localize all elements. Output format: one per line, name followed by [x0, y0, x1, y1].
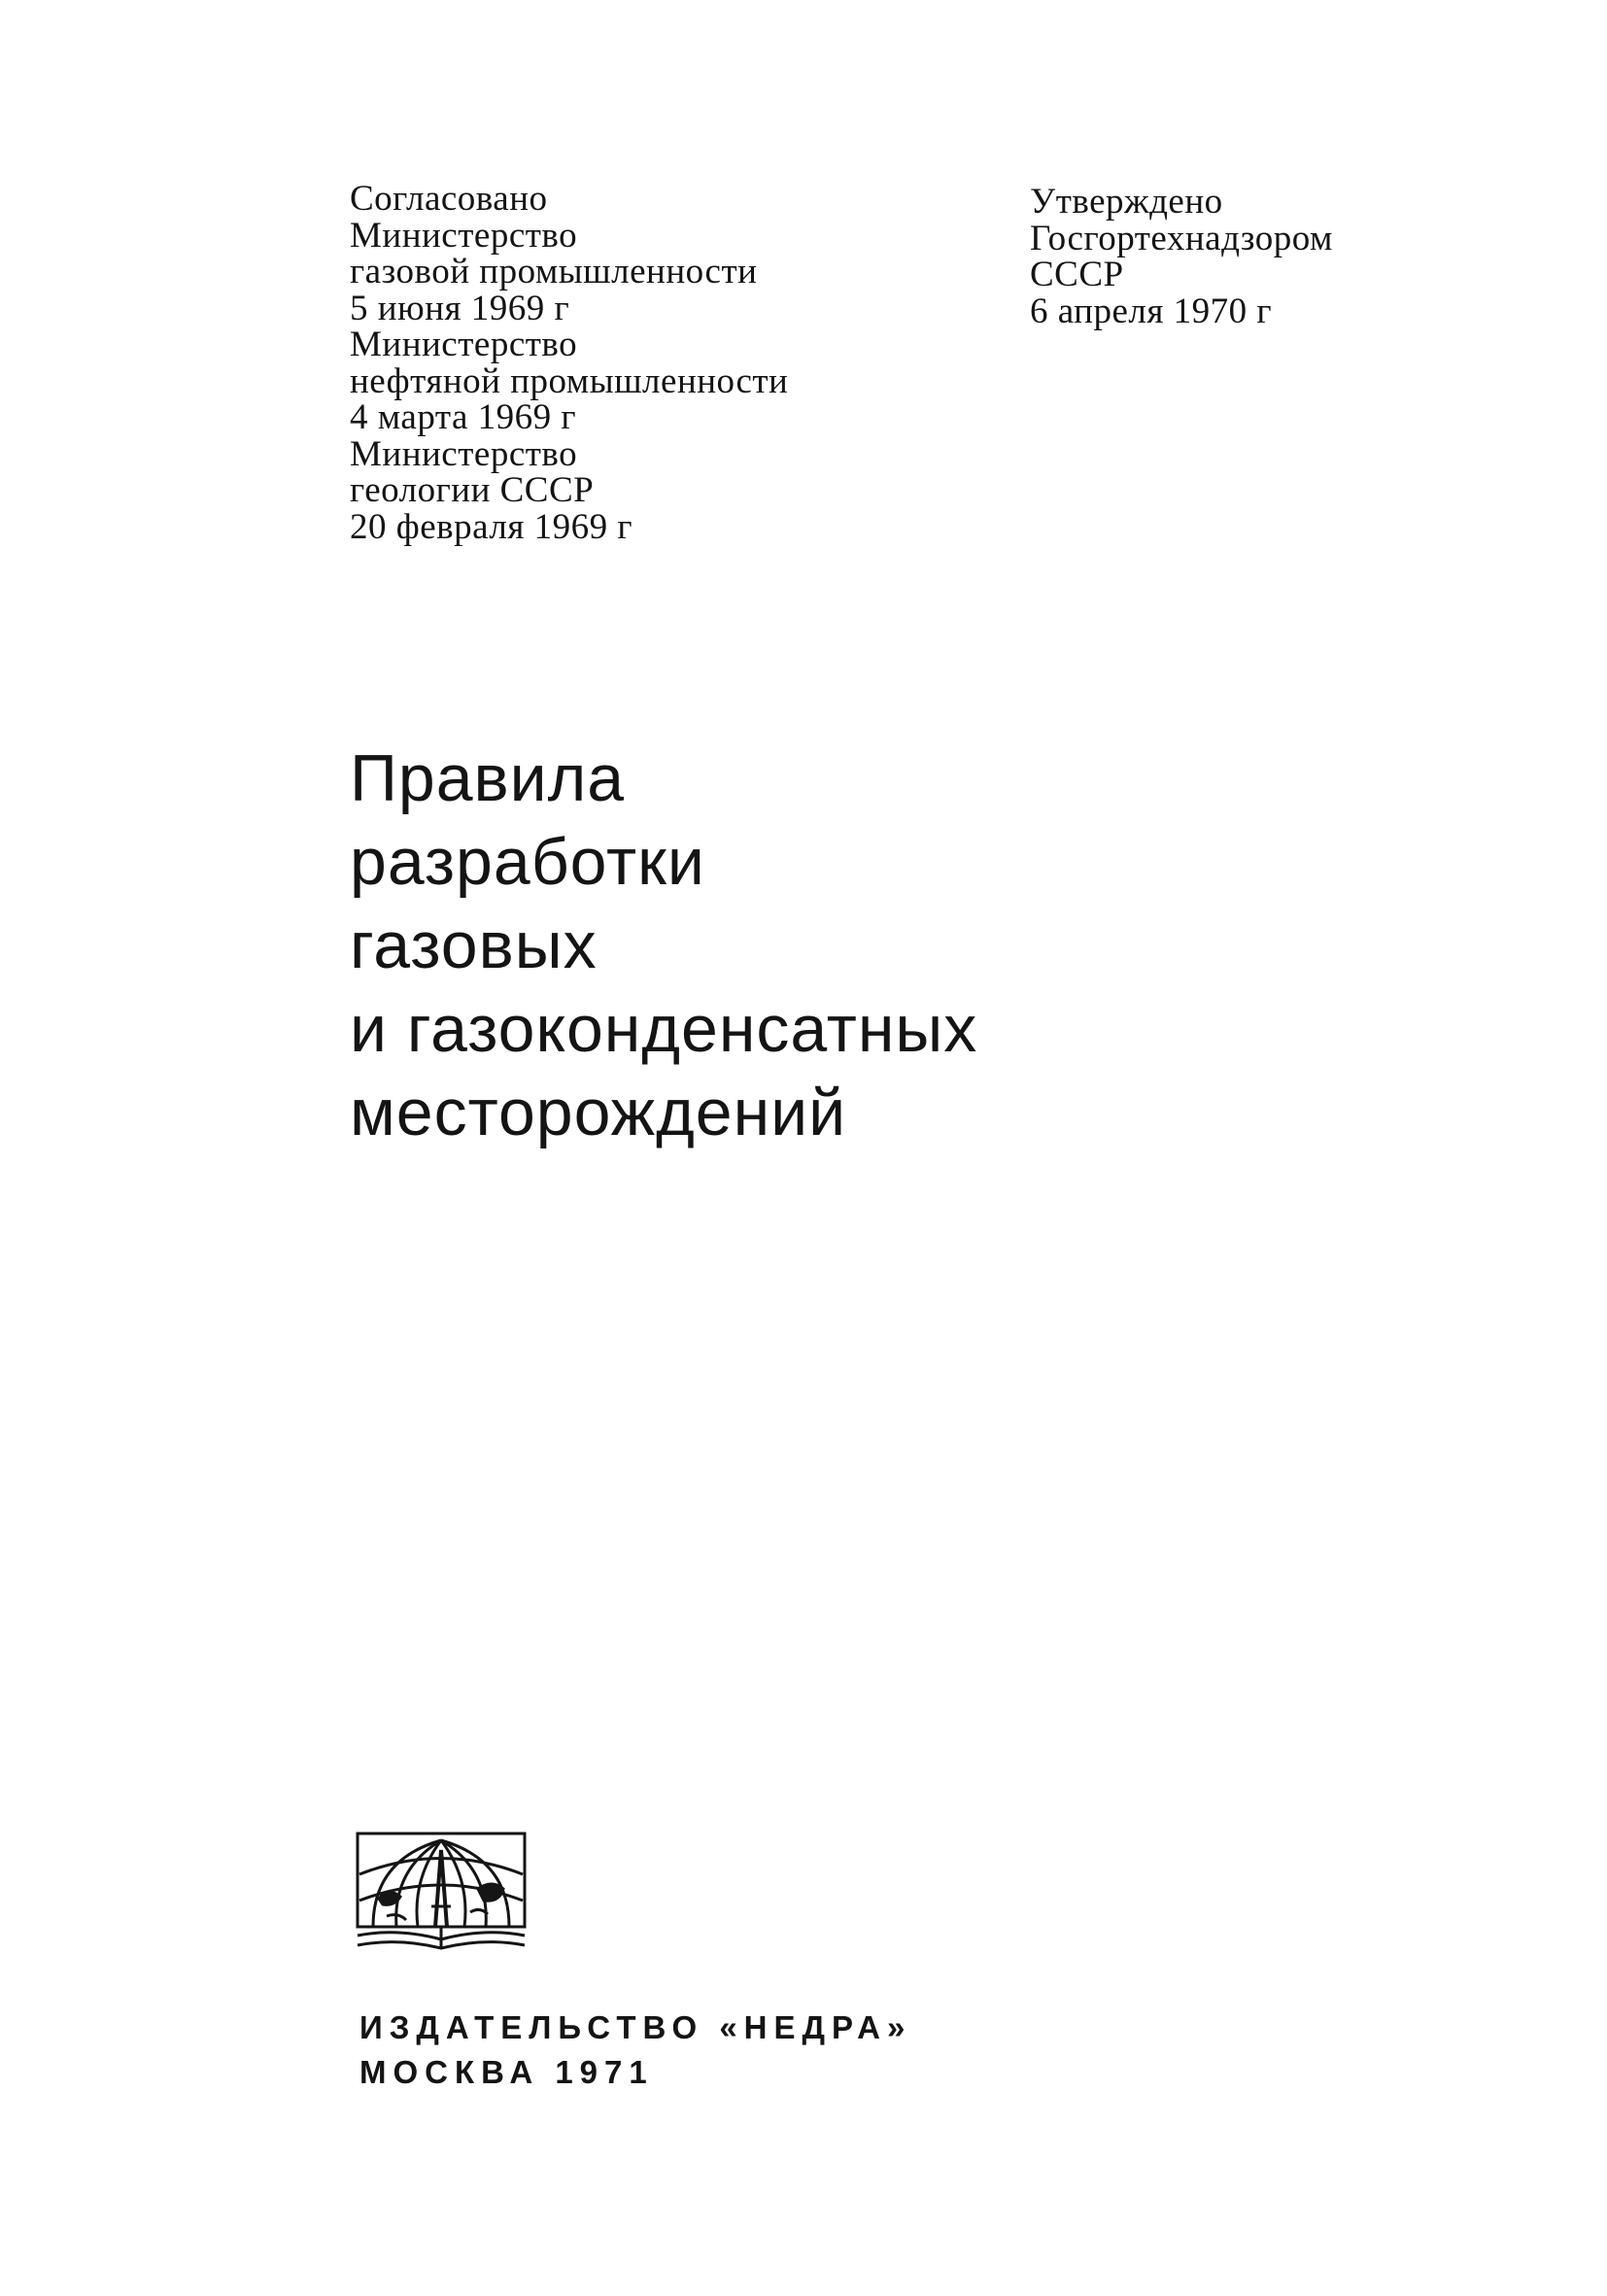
publisher-name: ИЗДАТЕЛЬСТВО «НЕДРА»: [359, 2009, 912, 2045]
approval-right-block: [1030, 184, 1333, 329]
approval-left-block: [350, 181, 788, 545]
publisher-city-year: МОСКВА 1971: [359, 2054, 654, 2090]
approval-left-line: Министерство: [350, 215, 578, 256]
approval-left-line: геологии СССР: [350, 470, 595, 510]
approval-left-line: Согласовано: [350, 179, 548, 219]
title-line: и газоконденсатных: [350, 992, 978, 1066]
approval-left-line: 4 марта 1969 г: [350, 397, 577, 437]
approval-right-line: Госгортехнадзором: [1030, 218, 1333, 258]
approval-left-line: Министерство: [350, 325, 578, 364]
approval-right-line: Утверждено: [1030, 182, 1223, 222]
document-title: [350, 737, 977, 1154]
approval-right-line: 6 апреля 1970 г: [1030, 291, 1273, 331]
title-line: разработки: [350, 825, 705, 899]
title-line: газовых: [350, 908, 598, 982]
publisher-emblem-icon: [354, 1831, 530, 1951]
approval-left-line: Министерство: [350, 433, 578, 474]
approval-left-line: 20 февраля 1969 г: [350, 506, 633, 547]
title-line: месторождений: [350, 1076, 847, 1149]
approval-right-line: СССР: [1030, 255, 1124, 294]
publisher-block: [359, 2005, 911, 2095]
approval-left-line: газовой промышленности: [350, 252, 758, 291]
title-line: Правила: [350, 741, 626, 815]
approval-left-line: 5 июня 1969 г: [350, 288, 570, 328]
approval-left-line: нефтяной промышленности: [350, 360, 789, 401]
